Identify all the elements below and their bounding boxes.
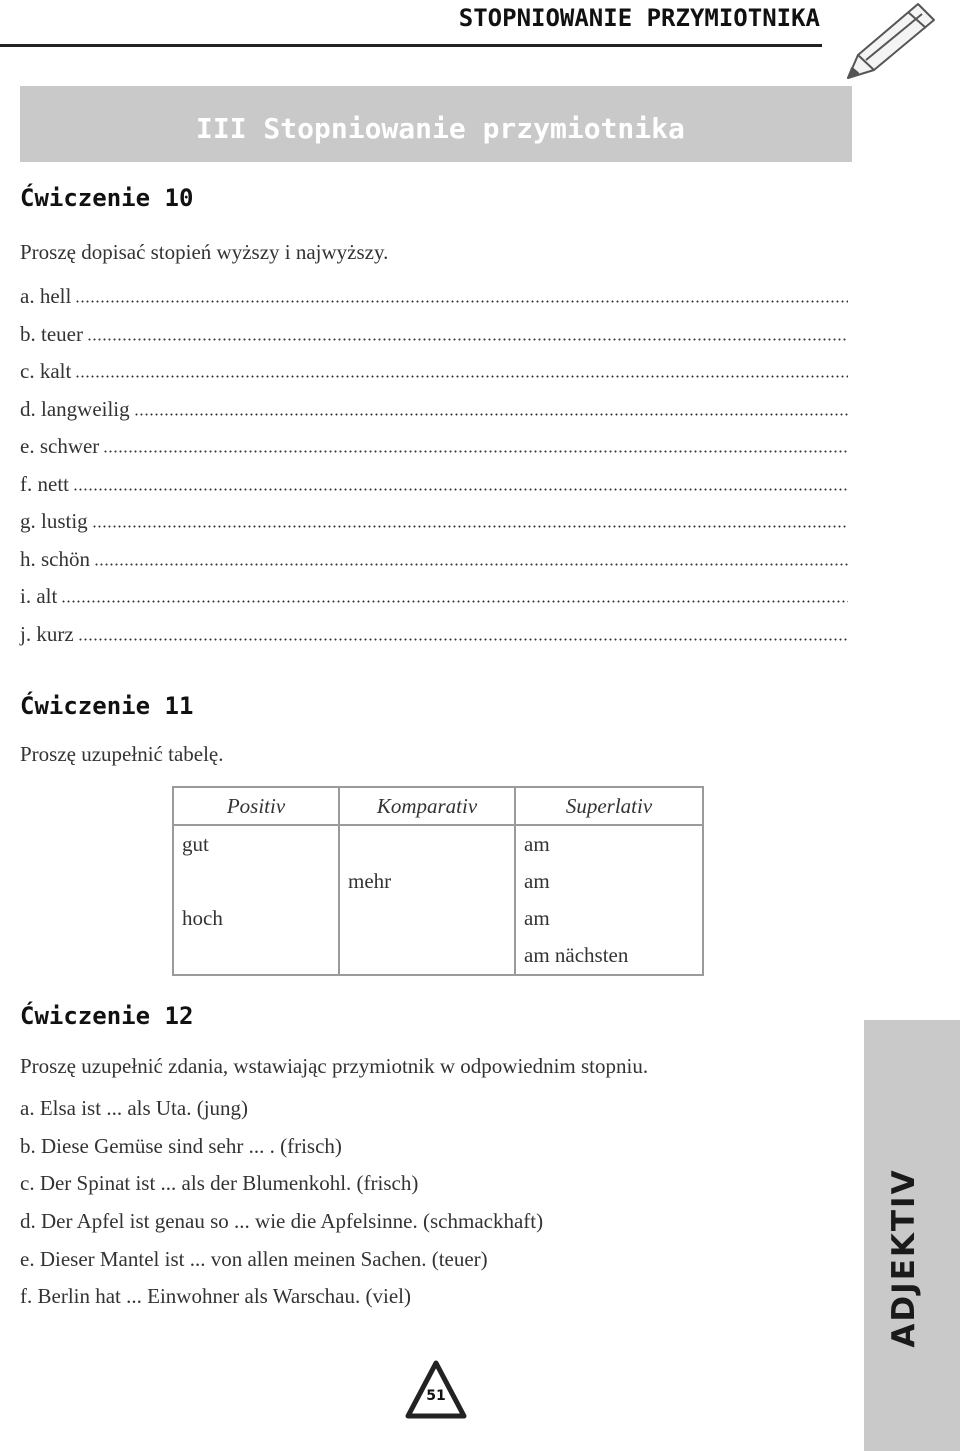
running-header: STOPNIOWANIE PRZYMIOTNIKA <box>458 4 820 32</box>
table-row <box>173 863 703 900</box>
table-cell[interactable] <box>339 825 515 863</box>
table-cell[interactable] <box>339 937 515 975</box>
side-tab-label: ADJEKTIV <box>886 1168 922 1348</box>
list-item <box>20 434 852 472</box>
list-item <box>20 322 852 360</box>
list-item <box>20 284 852 322</box>
answer-line[interactable] <box>75 375 848 378</box>
table-cell[interactable]: gut <box>182 832 209 856</box>
item-word: c. kalt <box>20 359 72 383</box>
list-item <box>20 509 852 547</box>
table-cell[interactable]: mehr <box>339 863 515 900</box>
pencil-icon <box>838 0 942 84</box>
table-header-superlativ: Superlativ <box>515 787 703 825</box>
table-row <box>173 900 703 937</box>
item-word: j. kurz <box>20 621 74 646</box>
sentence-item: e. Dieser Mantel ist ... von allen meinen Sachen. (teuer) <box>20 1246 488 1271</box>
answer-line[interactable] <box>87 338 848 341</box>
list-item <box>20 622 852 660</box>
item-word: b. teuer <box>20 321 83 346</box>
list-item <box>20 584 852 622</box>
item-word: i. alt <box>20 584 58 608</box>
exercise-12-title: Ćwiczenie 12 <box>20 1002 194 1030</box>
table-cell[interactable] <box>173 937 339 975</box>
exercise-11-title: Ćwiczenie 11 <box>20 692 194 720</box>
sentence-item: c. Der Spinat ist ... als der Blumenkohl. (frisch) <box>20 1171 419 1196</box>
answer-line[interactable] <box>103 450 848 453</box>
sentence-item: f. Berlin hat ... Einwohner als Warschau. (viel) <box>20 1284 411 1309</box>
exercise-11-instruction: Proszę uzupełnić tabelę. <box>20 742 224 766</box>
header-rule <box>0 44 822 47</box>
answer-line[interactable] <box>94 563 848 566</box>
exercise-12-instruction: Proszę uzupełnić zdania, wstawiając przymiotnik w odpowiednim stopniu. <box>20 1054 649 1078</box>
page-number: 51 <box>426 1388 446 1404</box>
table-cell[interactable] <box>339 900 515 937</box>
comparison-table <box>172 786 704 976</box>
exercise-10-instruction: Proszę dopisać stopień wyższy i najwyższy. <box>20 240 389 264</box>
table-cell[interactable]: am <box>515 900 703 937</box>
table-cell[interactable]: am nächsten <box>515 937 703 975</box>
table-cell[interactable]: am <box>515 863 703 900</box>
answer-line[interactable] <box>75 300 848 303</box>
item-word: h. schön <box>20 546 90 571</box>
item-word: a. hell <box>20 284 72 308</box>
answer-line[interactable] <box>78 638 848 641</box>
answer-line[interactable] <box>92 525 848 528</box>
answer-line[interactable] <box>73 488 848 491</box>
table-row <box>173 937 703 975</box>
list-item <box>20 359 852 397</box>
exercise-10-list <box>20 284 852 659</box>
table-header-positiv: Positiv <box>173 787 339 825</box>
answer-line[interactable] <box>61 600 848 603</box>
table-row <box>173 825 703 863</box>
answer-line[interactable] <box>134 413 848 416</box>
exercise-12-list <box>20 1096 543 1322</box>
table-cell[interactable]: am <box>515 825 703 863</box>
sentence-item: d. Der Apfel ist genau so ... wie die Apfelsinne. (schmackhaft) <box>20 1209 544 1234</box>
table-header-komparativ: Komparativ <box>339 787 515 825</box>
item-word: g. lustig <box>20 509 88 533</box>
sentence-item: a. Elsa ist ... als Uta. (jung) <box>20 1096 249 1120</box>
exercise-10-title: Ćwiczenie 10 <box>20 184 194 212</box>
item-word: e. schwer <box>20 434 100 458</box>
list-item <box>20 547 852 585</box>
item-word: d. langweilig <box>20 396 130 421</box>
table-cell[interactable] <box>173 863 339 900</box>
list-item <box>20 397 852 435</box>
item-word: f. nett <box>20 471 69 496</box>
table-cell[interactable]: hoch <box>182 906 223 930</box>
section-title: III Stopniowanie przymiotnika <box>196 112 685 145</box>
sentence-item: b. Diese Gemüse sind sehr ... . (frisch) <box>20 1133 342 1158</box>
list-item <box>20 472 852 510</box>
